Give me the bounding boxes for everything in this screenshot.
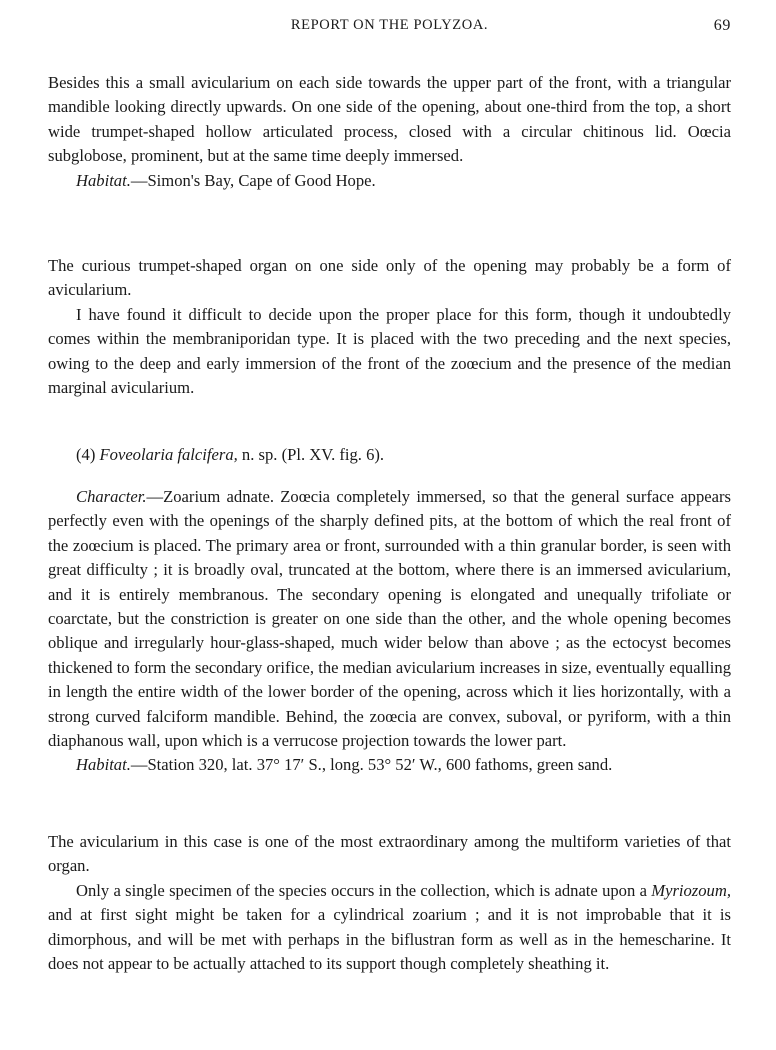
habitat-line — [48, 753, 731, 777]
page-number: 69 — [713, 17, 731, 34]
running-header — [48, 17, 731, 37]
species-heading — [76, 443, 676, 467]
habitat-line — [48, 169, 731, 193]
paragraph: The avicularium in this case is one of the most extraordinary among the multiform varieties of that organ. — [48, 832, 731, 876]
remarks-section — [48, 254, 731, 400]
habitat-label: Habitat. — [76, 755, 131, 775]
species-reference: n. sp. (Pl. XV. fig. 6). — [237, 445, 385, 464]
text-run: and at first sight might be taken for a cylindrical zoarium ; and it is not improbable that it is dimorphous, and will be met with perhaps in the biflustran form as well as in the hemescharine. It does not appear to be actually attached to its support though completely sheathing it. — [48, 905, 731, 974]
character-text: —Zoarium adnate. Zoœcia completely immersed, so that the general surface appears perfectly even with the openings of the sharply defined pits, at the bottom of which the real front of the zoœcium is placed. The primary area or front, surrounded with a thin granular border, is seen with great difficulty ; it is broadly oval, truncated at the bottom, where there is an immersed avicularium, and it is entirely membranous. The secondary opening is elongated and unequally trifoliate or coarctate, but the constriction is greater on one side than the other, and the whole opening becomes oblique and irregularly hour-glass-shaped, much wider below than above ; as the ectocyst becomes thickened to form the secondary orifice, the median avicularium increases in size, eventually equalling in length the entire width of the lower border of the opening, across which it lies horizontally, with a strong curved falciform mandible. Behind, the zoœcia are convex, suboval, or pyriform, with a thin diaphanous wall, upon which is a verrucose projection towards the lower part. — [48, 487, 731, 751]
paragraph: Besides this a small avicularium on each side towards the upper part of the front, with a triangular mandible looking directly upwards. On one side of the opening, about one-third from the top, a short wide trumpet-shaped hollow articulated process, closed with a circular chitinous lid. Oœcia subglobose, prominent, but at the same time deeply immersed. — [48, 73, 731, 166]
character-paragraph — [48, 485, 731, 753]
species-description — [48, 485, 731, 778]
paragraph — [48, 879, 731, 977]
habitat-text: —Simon's Bay, Cape of Good Hope. — [130, 170, 376, 190]
genus-name: Myriozoum, — [651, 880, 731, 900]
character-label: Character. — [76, 487, 147, 506]
habitat-text: —Station 320, lat. 37° 17′ S., long. 53° 52′ W., 600 fathoms, green sand. — [130, 755, 613, 775]
habitat-label: Habitat. — [76, 170, 131, 190]
running-title: REPORT ON THE POLYZOA. — [290, 17, 489, 33]
paragraph: I have found it difficult to decide upon the proper place for this form, though it undoubtedly comes within the membraniporidan type. It is placed with the two preceding and the next species, owing to the deep and early immersion of the front of the zoœcium and the presence of the median marginal avicularium. — [48, 304, 731, 398]
text-run: Only a single specimen of the species occurs in the collection, which is adnate upon a — [76, 880, 652, 900]
species-name: Foveolaria falcifera, — [99, 445, 238, 464]
description-continued — [48, 71, 731, 193]
species-number: (4) — [76, 445, 96, 464]
paragraph: The curious trumpet-shaped organ on one side only of the opening may probably be a form of avicularium. — [48, 256, 731, 300]
species-remarks — [48, 830, 731, 976]
